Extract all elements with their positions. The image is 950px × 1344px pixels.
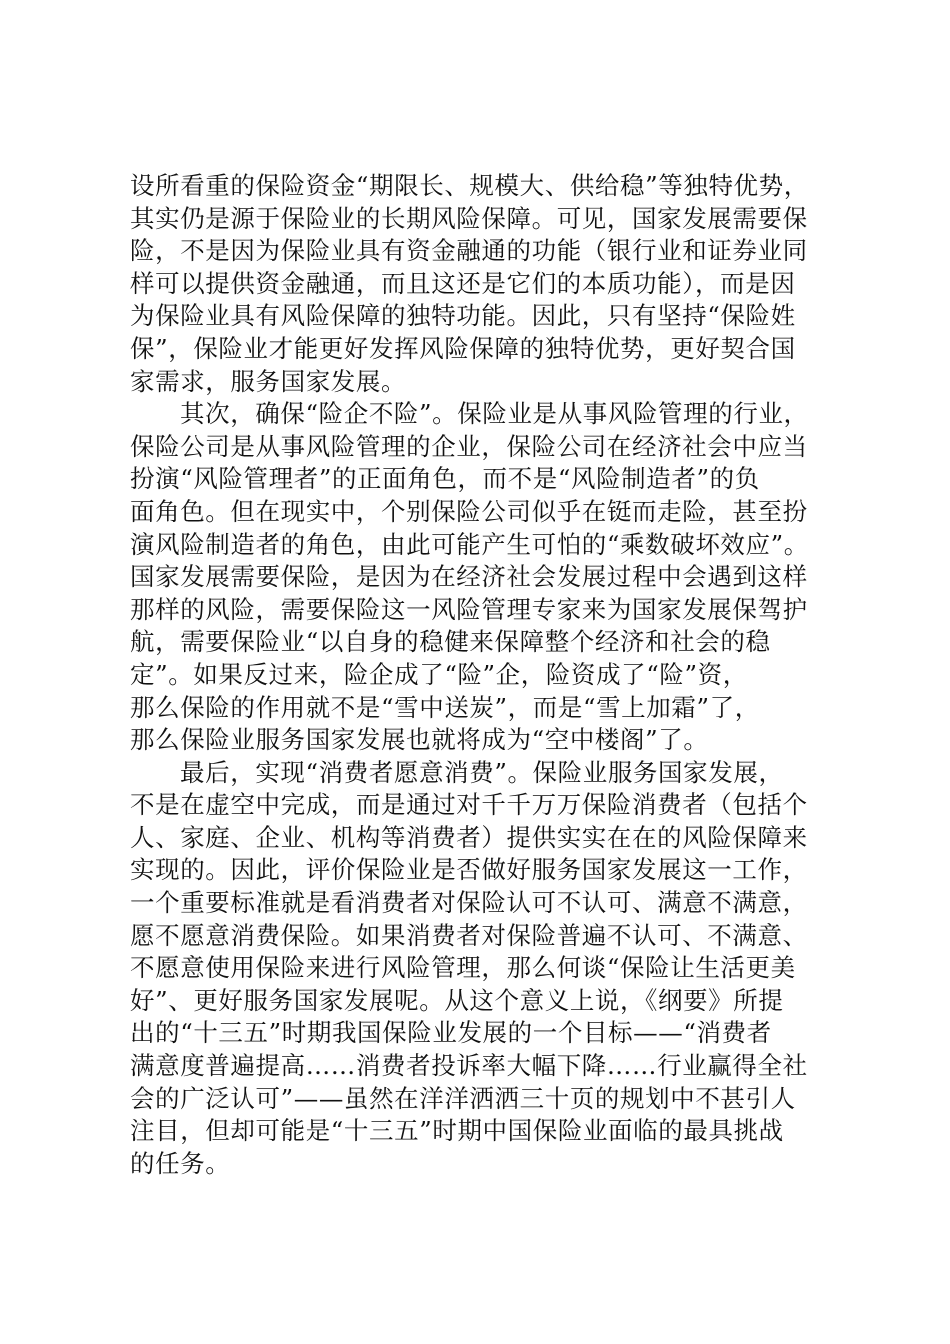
text-line: 人、家庭、企业、机构等消费者）提供实实在在的风险保障来 [130,822,808,852]
text-line: 愿不愿意消费保险。如果消费者对保险普遍不认可、不满意、 [130,920,808,950]
text-line: 设所看重的保险资金“期限长、规模大、供给稳”等独特优势， [130,171,809,200]
text-line: 一个重要标准就是看消费者对保险认可不认可、满意不满意， [130,888,808,918]
text-line: 为保险业具有风险保障的独特功能。因此，只有坚持“保险姓 [130,301,796,331]
text-line: 扮演“风险管理者”的正面角色，而不是“风险制造者”的负 [130,464,760,494]
text-line: 面角色。但在现实中，个别保险公司似乎在铤而走险，甚至扮 [130,496,808,526]
paragraph-first-line: 其次，确保“险企不险”。保险业是从事风险管理的行业， [180,399,809,429]
text-line: 国家发展需要保险，是因为在经济社会发展过程中会遇到这样 [130,562,808,592]
text-line: 那样的风险，需要保险这一风险管理专家来为国家发展保驾护 [130,594,808,624]
text-line: 家需求，服务国家发展。 [130,366,407,396]
text-line: 其实仍是源于保险业的长期风险保障。可见，国家发展需要保 [130,203,808,233]
text-line: 样可以提供资金融通，而且这还是它们的本质功能），而是因 [130,268,796,298]
text-line: 注目，但却可能是“十三五”时期中国保险业面临的最具挑战 [130,1116,784,1146]
text-line: 保”，保险业才能更好发挥风险保障的独特优势，更好契合国 [130,333,796,363]
text-line: 那么保险业服务国家发展也就将成为“空中楼阁”了。 [130,725,709,755]
paragraph-first-line: 最后，实现“消费者愿意消费”。保险业服务国家发展， [180,757,784,787]
text-line: 定”。如果反过来，险企成了“险”企，险资成了“险”资， [130,659,748,689]
text-line: 出的“十三五”时期我国保险业发展的一个目标——“消费者 [130,1018,772,1048]
text-line: 险，不是因为保险业具有资金融通的功能（银行业和证券业同 [130,236,808,266]
text-line: 会的广泛认可”——虽然在洋洋洒洒三十页的规划中不甚引人 [130,1083,796,1113]
text-line: 演风险制造者的角色，由此可能产生可怕的“乘数破坏效应”。 [130,529,809,559]
text-line: 不是在虚空中完成，而是通过对千千万万保险消费者（包括个 [130,790,808,820]
document-body [130,170,830,1180]
text-line: 好”、更好服务国家发展呢。从这个意义上说，《纲要》所提 [130,985,784,1015]
text-line: 航，需要保险业“以自身的稳健来保障整个经济和社会的稳 [130,627,771,657]
text-line: 实现的。因此，评价保险业是否做好服务国家发展这一工作， [130,855,808,885]
text-line: 满意度普遍提高……消费者投诉率大幅下降……行业赢得全社 [130,1051,808,1081]
text-line: 不愿意使用保险来进行风险管理，那么何谈“保险让生活更美 [130,953,796,983]
text-line: 的任务。 [130,1148,231,1178]
text-line: 那么保险的作用就不是“雪中送炭”，而是“雪上加霜”了， [130,692,760,722]
text-line: 保险公司是从事风险管理的企业，保险公司在经济社会中应当 [130,431,808,461]
